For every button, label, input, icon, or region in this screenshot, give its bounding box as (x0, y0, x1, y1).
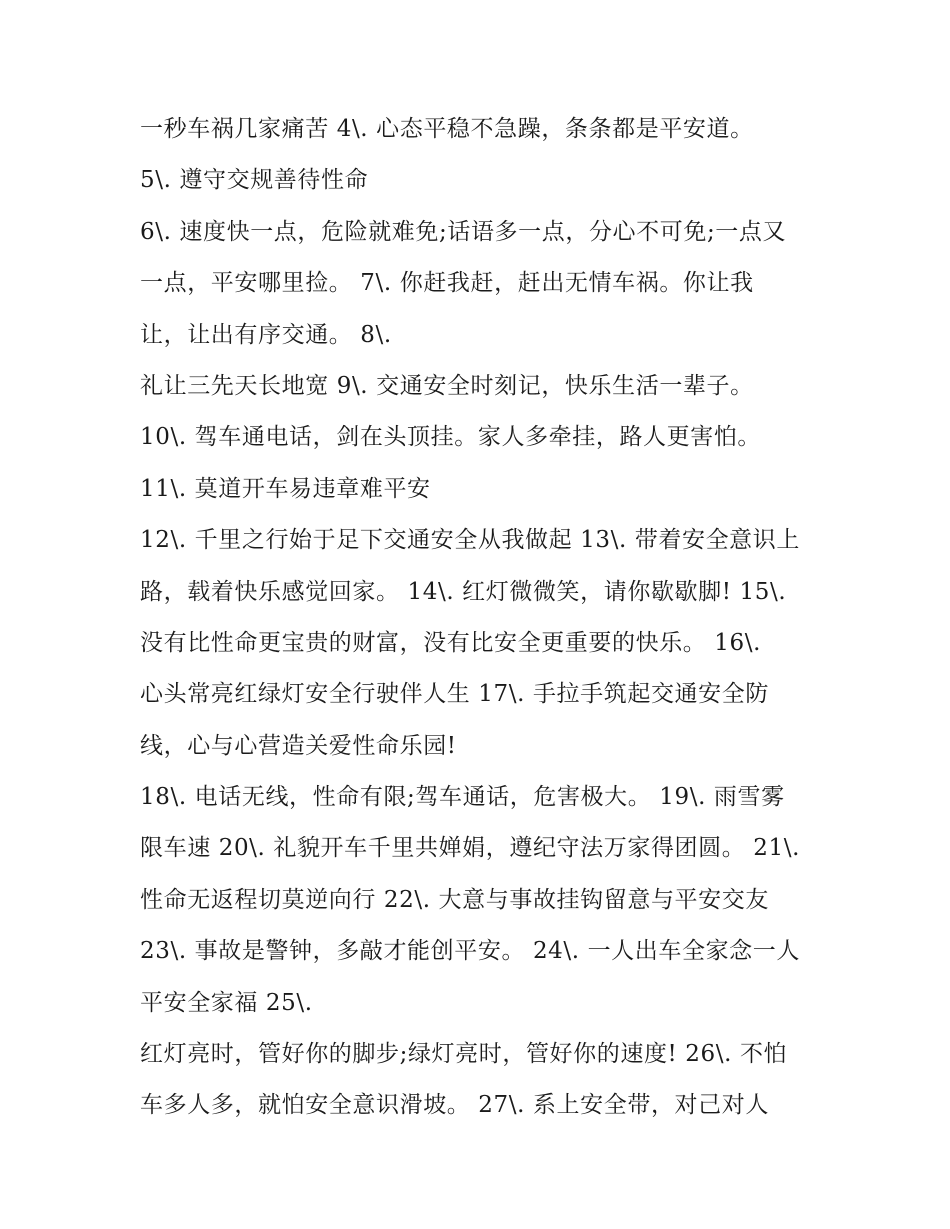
text-line: 一秒车祸几家痛苦 4\. 心态平稳不急躁，条条都是平安道。 (140, 116, 754, 142)
text-line: 一点，平安哪里捡。 7\. 你赶我赶，赶出无情车祸。你让我 (140, 270, 754, 297)
text-line: 让，让出有序交通。 8\. (140, 321, 392, 348)
text-line: 12\. 千里之行始于足下交通安全从我做起 13\. 带着安全意识上 (140, 527, 800, 554)
text-line: 5\. 遵守交规善待性命 (140, 167, 369, 194)
text-line: 23\. 事故是警钟，多敲才能创平安。 24\. 一人出车全家念一人 (140, 938, 800, 965)
text-line: 红灯亮时，管好你的脚步;绿灯亮时，管好你的速度! 26\. 不怕 (140, 1041, 788, 1068)
text-line: 心头常亮红绿灯安全行驶伴人生 17\. 手拉手筑起交通安全防 (140, 681, 769, 708)
text-line: 18\. 电话无线，性命有限;驾车通话，危害极大。 19\. 雨雪雾 (140, 784, 785, 811)
text-line: 车多人多，就怕安全意识滑坡。 27\. 系上安全带，对己对人 (140, 1092, 769, 1119)
text-line: 性命无返程切莫逆向行 22\. 大意与事故挂钩留意与平安交友 (140, 886, 769, 913)
text-line: 平安全家福 25\. (140, 989, 313, 1016)
text-line: 线，心与心营造关爱性命乐园! (140, 732, 457, 759)
text-line: 路，载着快乐感觉回家。 14\. 红灯微微笑，请你歇歇脚! 15\. (140, 578, 787, 605)
text-line: 礼让三先天长地宽 9\. 交通安全时刻记，快乐生活一辈子。 (140, 372, 754, 399)
text-line: 10\. 驾车通电话，剑在头顶挂。家人多牵挂，路人更害怕。 (140, 424, 762, 451)
text-line: 11\. 莫道开车易违章难平安 (140, 475, 431, 502)
text-line: 6\. 速度快一点，危险就难免;话语多一点，分心不可免;一点又 (140, 218, 787, 245)
document-text-body (140, 104, 830, 1132)
text-line: 没有比性命更宝贵的财富，没有比安全更重要的快乐。 16\. (140, 629, 762, 656)
text-line: 限车速 20\. 礼貌开车千里共婵娟，遵纪守法万家得团圆。 21\. (140, 835, 800, 862)
